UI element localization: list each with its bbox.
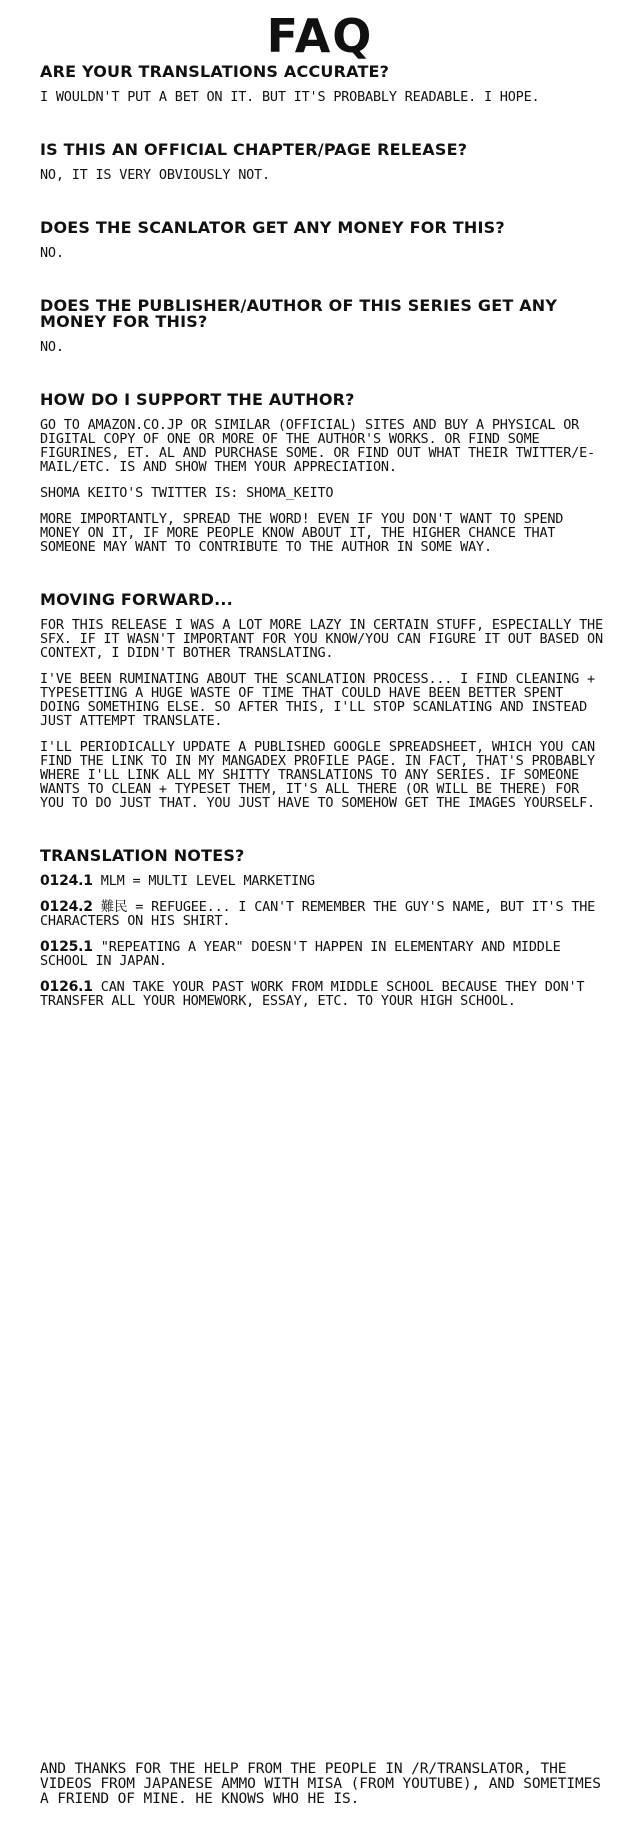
faq-answer: I'LL PERIODICALLY UPDATE A PUBLISHED GOOGLE SPREADSHEET, WHICH YOU CAN FIND THE LINK TO IN MY MANGADEX PROFILE PAGE. IN FACT, THAT'S PROBABLY WHERE I'LL LINK ALL MY SHITTY TRANSLATIONS TO ANY SERIES. IF SOMEONE WANTS TO CLEAN + TYPESET THEM, IT'S ALL THERE (OR WILL BE THERE) FOR YOU TO DO JUST THAT. YOU JUST HAVE TO SOMEHOW GET THE IMAGES YOURSELF. xyxy=(40,739,595,811)
note-text: "REPEATING A YEAR" DOESN'T HAPPEN IN ELEMENTARY AND MIDDLE SCHOOL IN JAPAN. xyxy=(40,939,561,969)
faq-answer: NO. xyxy=(40,339,64,355)
faq-answer: I WOULDN'T PUT A BET ON IT. BUT IT'S PROBABLY READABLE. I HOPE. xyxy=(40,89,540,105)
note-code: 0124.1 xyxy=(40,873,93,889)
faq-question: DOES THE PUBLISHER/AUTHOR OF THIS SERIES GET ANY MONEY FOR THIS? xyxy=(40,296,558,331)
faq-answer: FOR THIS RELEASE I WAS A LOT MORE LAZY IN CERTAIN STUFF, ESPECIALLY THE SFX. IF IT WASN'T IMPORTANT FOR YOU KNOW/YOU CAN FIGURE IT OUT BASED ON CONTEXT, I DIDN'T BOTHER TRANSLATING. xyxy=(40,617,603,661)
faq-section-accuracy xyxy=(40,64,610,104)
faq-section-official xyxy=(40,142,610,182)
note-code: 0126.1 xyxy=(40,979,93,995)
faq-section-translation-notes xyxy=(40,848,610,1008)
faq-section-scanlator-money xyxy=(40,220,610,260)
faq-section-publisher-money xyxy=(40,298,610,354)
faq-content xyxy=(40,64,610,1046)
note-code: 0125.1 xyxy=(40,939,93,955)
faq-question: HOW DO I SUPPORT THE AUTHOR? xyxy=(40,390,355,409)
faq-question: DOES THE SCANLATOR GET ANY MONEY FOR THIS? xyxy=(40,218,505,237)
note-text: 難民 = REFUGEE... I CAN'T REMEMBER THE GUY'S NAME, BUT IT'S THE CHARACTERS ON HIS SHIRT. xyxy=(40,899,596,929)
faq-question: IS THIS AN OFFICIAL CHAPTER/PAGE RELEASE? xyxy=(40,140,468,159)
faq-question: TRANSLATION NOTES? xyxy=(40,846,245,865)
faq-answer: NO. xyxy=(40,245,64,261)
faq-question: MOVING FORWARD... xyxy=(40,590,233,609)
translation-note xyxy=(40,874,610,888)
faq-section-moving-forward xyxy=(40,592,610,810)
page-title: FAQ xyxy=(266,9,374,63)
note-text: CAN TAKE YOUR PAST WORK FROM MIDDLE SCHOOL BECAUSE THEY DON'T TRANSFER ALL YOUR HOMEWORK, ESSAY, ETC. TO YOUR HIGH SCHOOL. xyxy=(40,979,585,1009)
faq-answer: SHOMA KEITO'S TWITTER IS: SHOMA_KEITO xyxy=(40,485,334,501)
translation-note xyxy=(40,980,610,1008)
faq-answer: MORE IMPORTANTLY, SPREAD THE WORD! EVEN IF YOU DON'T WANT TO SPEND MONEY ON IT, IF MORE PEOPLE KNOW ABOUT IT, THE HIGHER CHANCE THAT SOMEONE MAY WANT TO CONTRIBUTE TO THE AUTHOR IN SOME WAY. xyxy=(40,511,564,555)
credits-footer: AND THANKS FOR THE HELP FROM THE PEOPLE IN /R/TRANSLATOR, THE VIDEOS FROM JAPANESE AMMO WITH MISA (FROM YOUTUBE), AND SOMETIMES A FRIEND OF MINE. HE KNOWS WHO HE IS. xyxy=(40,1761,601,1807)
faq-question: ARE YOUR TRANSLATIONS ACCURATE? xyxy=(40,62,390,81)
note-code: 0124.2 xyxy=(40,899,93,915)
faq-answer: I'VE BEEN RUMINATING ABOUT THE SCANLATION PROCESS... I FIND CLEANING + TYPESETTING A HUGE WASTE OF TIME THAT COULD HAVE BEEN BETTER SPENT DOING SOMETHING ELSE. SO AFTER THIS, I'LL STOP SCANLATING AND INSTEAD JUST ATTEMPT TRANSLATE. xyxy=(40,671,595,729)
faq-answer: GO TO AMAZON.CO.JP OR SIMILAR (OFFICIAL) SITES AND BUY A PHYSICAL OR DIGITAL COPY OF ONE OR MORE OF THE AUTHOR'S WORKS. OR FIND SOME FIGURINES, ET. AL AND PURCHASE SOME. OR FIND OUT WHAT THEIR TWITTER/E-MAIL/ETC. IS AND SHOW THEM YOUR APPRECIATION. xyxy=(40,417,595,475)
faq-answer: NO, IT IS VERY OBVIOUSLY NOT. xyxy=(40,167,270,183)
faq-section-support-author xyxy=(40,392,610,554)
note-text: MLM = MULTI LEVEL MARKETING xyxy=(100,873,315,889)
translation-note xyxy=(40,940,610,968)
translation-note xyxy=(40,900,610,928)
